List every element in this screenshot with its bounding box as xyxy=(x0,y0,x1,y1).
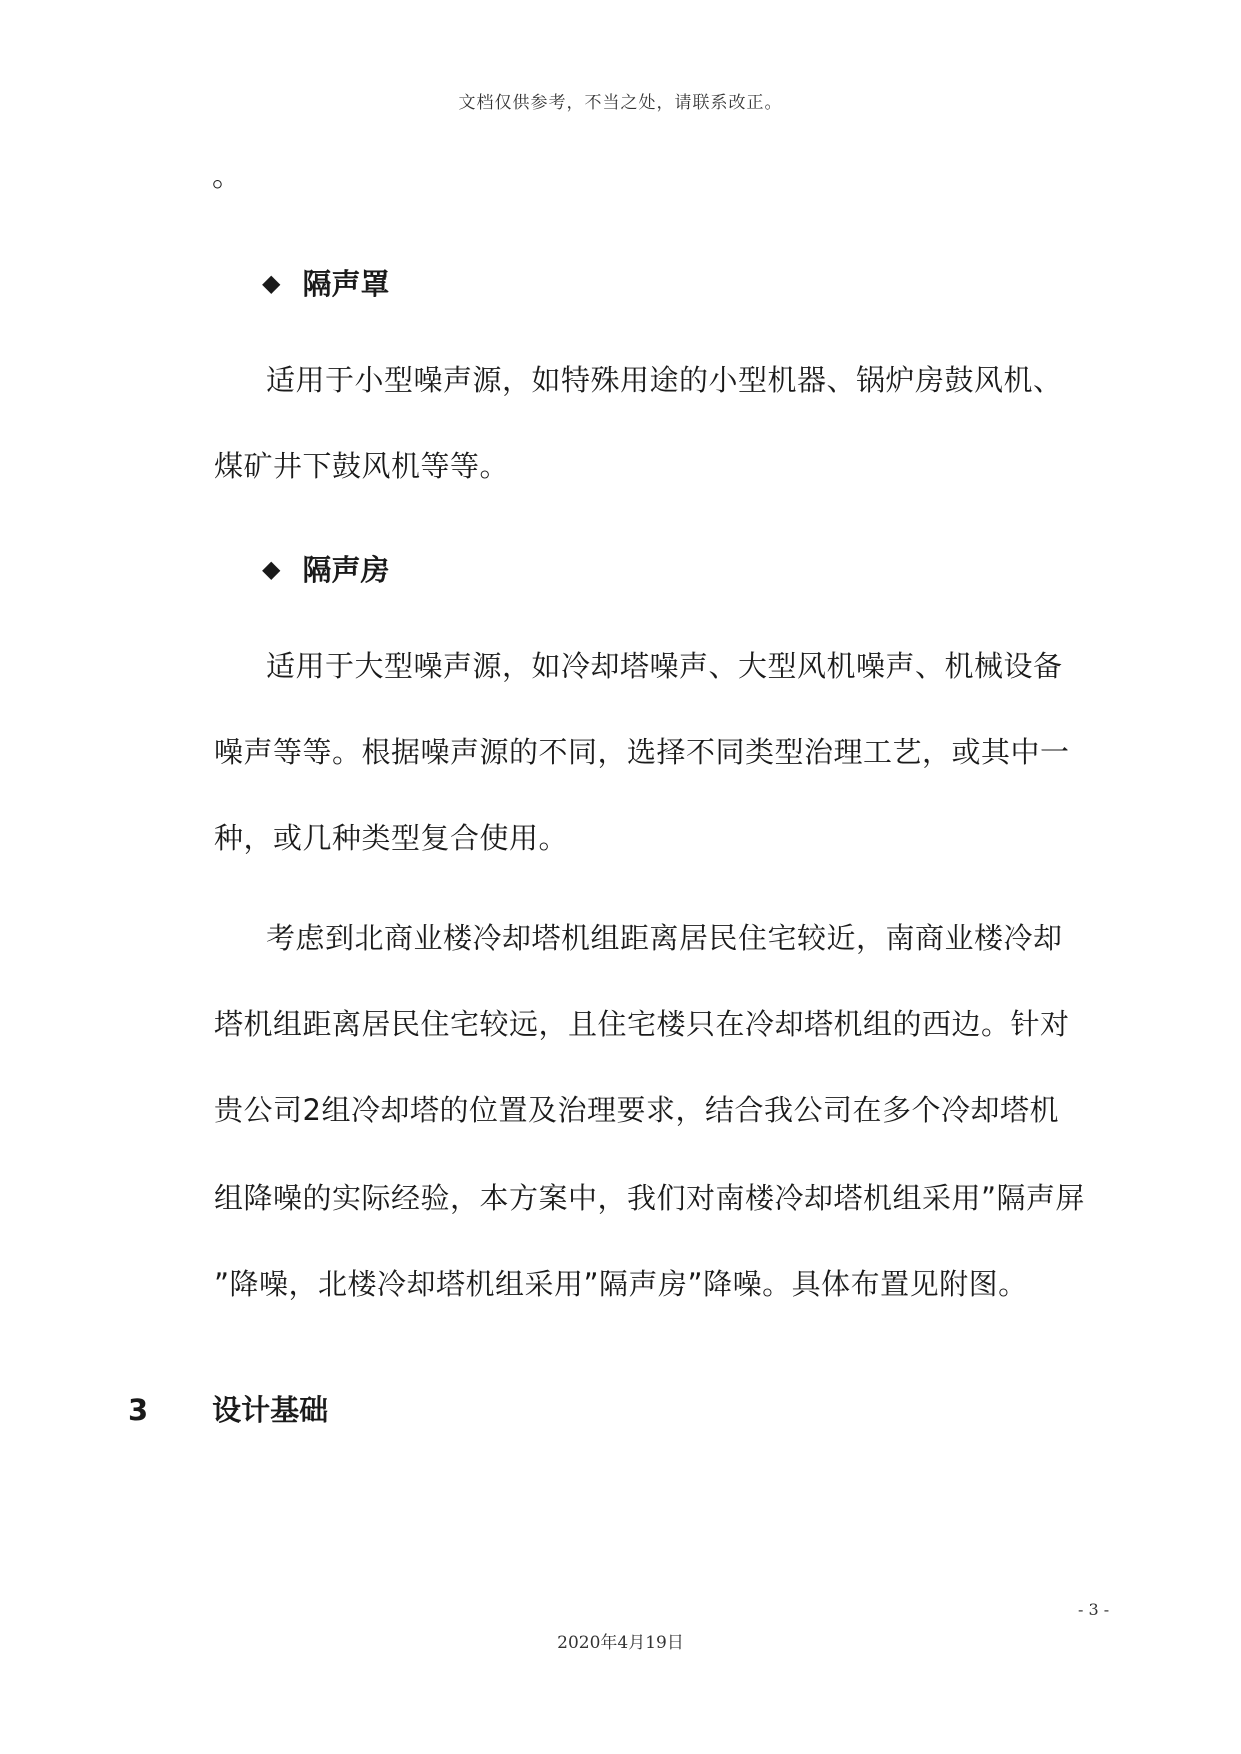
section-number: 3 xyxy=(128,1393,149,1427)
paragraph-line: 考虑到北商业楼冷却塔机组距离居民住宅较近，南商业楼冷却 xyxy=(266,921,1063,955)
bullet-title: 隔声房 xyxy=(302,553,390,587)
paragraph-line: 煤矿井下鼓风机等等。 xyxy=(214,449,510,483)
paragraph-line: 贵公司2组冷却塔的位置及治理要求，结合我公司在多个冷却塔机 xyxy=(214,1093,1059,1127)
bullet-heading-soundproof-room xyxy=(262,548,389,589)
paragraph-line: ”降噪，北楼冷却塔机组采用”隔声房”降噪。具体布置见附图。 xyxy=(214,1267,1028,1301)
bullet-heading-soundproof-cover xyxy=(262,262,389,303)
paragraph-line: 种，或几种类型复合使用。 xyxy=(214,821,569,855)
paragraph-line: 适用于小型噪声源，如特殊用途的小型机器、锅炉房鼓风机、 xyxy=(266,363,1063,397)
paragraph-line: 适用于大型噪声源，如冷却塔噪声、大型风机噪声、机械设备 xyxy=(266,649,1063,683)
page-header: 文档仅供参考，不当之处，请联系改正。 xyxy=(458,93,783,113)
section-heading xyxy=(128,1388,328,1429)
diamond-bullet-icon: ◆ xyxy=(262,554,281,583)
bullet-title: 隔声罩 xyxy=(302,267,390,301)
page-number: - 3 - xyxy=(1078,1600,1110,1619)
stray-period: 。 xyxy=(212,159,242,194)
paragraph-line: 噪声等等。根据噪声源的不同，选择不同类型治理工艺，或其中一 xyxy=(214,735,1070,769)
section-title: 设计基础 xyxy=(212,1393,329,1427)
page-footer-date: 2020年4月19日 xyxy=(557,1633,684,1653)
diamond-bullet-icon: ◆ xyxy=(262,268,281,297)
paragraph-line: 塔机组距离居民住宅较远，且住宅楼只在冷却塔机组的西边。针对 xyxy=(214,1007,1070,1041)
paragraph-line: 组降噪的实际经验，本方案中，我们对南楼冷却塔机组采用”隔声屏 xyxy=(214,1181,1086,1215)
